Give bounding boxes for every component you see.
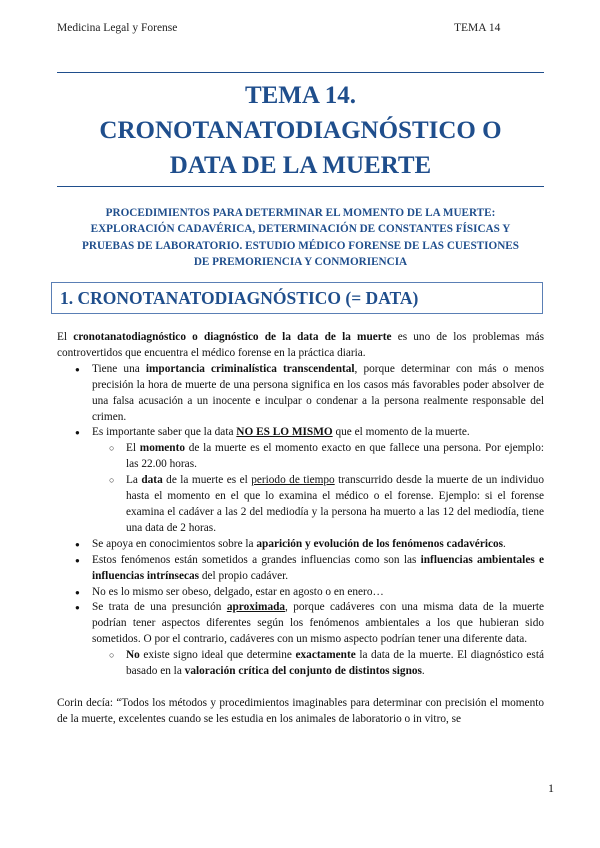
- bullet-text-rest: que el momento de la muerte.: [332, 426, 470, 439]
- page-title: [57, 78, 544, 183]
- running-header-right: TEMA 14: [454, 22, 501, 34]
- sub-bullet-item: [126, 648, 544, 680]
- page-subtitle: [70, 205, 531, 270]
- sub-bullet-emphasis: No: [126, 649, 140, 662]
- running-header-left: Medicina Legal y Forense: [57, 22, 178, 34]
- bullet-text-rest: , porque determinar con más o menos precisión la hora de muerte de una persona significa en los casos más favorables poder absolver de una falsa acusación a un inocente e inculpar o condenar a la persona realmente responsable del crimen.: [92, 362, 545, 423]
- bullet-text: Estos fenómenos están sometidos a grandes influencias como son las: [92, 553, 421, 566]
- bullet-text-rest: del propio cadáver.: [199, 569, 289, 582]
- subtitle-line-4: DE PREMORIENCIA Y CONMORIENCIA: [193, 255, 408, 268]
- bullet-emphasis: NO ES LO MISMO: [236, 426, 333, 439]
- intro-text: El: [57, 331, 74, 343]
- sub-bullet-text-rest: de la muerte es el momento exacto en que fallece una persona. Por ejemplo: las 22.00 horas.: [126, 442, 544, 471]
- bullet-emphasis: aparición y evolución de los fenómenos cadavéricos: [256, 537, 504, 550]
- sub-bullet-item: [126, 441, 544, 473]
- bullet-text: Se apoya en conocimientos sobre la: [92, 537, 257, 550]
- title-line-3: DATA DE LA MUERTE: [169, 152, 432, 179]
- sub-bullet-text-rest: transcurrido desde la muerte de un individuo hasta el momento en el que lo examina el médico o el forense. Ejemplo: si el forense examina el cadáver a las 2 del mediodía y la persona ha muerto a las 12 del mediodía, tiene una data de 2 horas.: [126, 474, 544, 534]
- title-line-1: TEMA 14.: [244, 82, 357, 109]
- sub-bullet-emphasis: exactamente: [295, 649, 356, 662]
- title-bottom-divider: [57, 186, 544, 187]
- subtitle-line-3: PRUEBAS DE LABORATORIO. ESTUDIO MÉDICO FORENSE DE LAS CUESTIONES: [82, 239, 519, 252]
- bullet-item: [92, 585, 544, 601]
- sub-bullet-text-rest: .: [421, 665, 425, 678]
- body-content: [57, 330, 544, 728]
- bullet-emphasis: importancia criminalística transcendental: [145, 362, 355, 375]
- sub-bullet-list: [92, 441, 544, 536]
- section-heading: 1. CRONOTANATODIAGNÓSTICO (= DATA): [60, 288, 419, 308]
- sub-bullet-text: la data de la muerte. El diagnóstico está basado en la: [126, 649, 544, 678]
- sub-bullet-list: [92, 648, 544, 680]
- bullet-item: [92, 553, 544, 585]
- bullet-text: Es importante saber que la data: [92, 426, 237, 439]
- sub-bullet-underline: periodo de tiempo: [251, 474, 335, 487]
- sub-bullet-item: [126, 473, 544, 537]
- bullet-item: [92, 537, 544, 553]
- top-divider: [57, 72, 544, 73]
- bullet-text: Se trata de una presunción: [92, 601, 227, 614]
- bullet-item: [92, 425, 544, 536]
- intro-text-rest: es uno de los problemas más controvertidos que encuentra el médico forense en la práctica diaria.: [57, 331, 544, 359]
- paragraph-gap: [57, 680, 544, 696]
- page-number: 1: [548, 781, 554, 795]
- intro-paragraph: [57, 330, 544, 362]
- bullet-emphasis: influencias ambientales e influencias intrínsecas: [92, 553, 544, 582]
- subtitle-line-2: EXPLORACIÓN CADAVÉRICA, DETERMINACIÓN DE CONSTANTES FÍSICAS Y: [90, 223, 511, 236]
- sub-bullet-emphasis: data: [141, 474, 163, 487]
- sub-bullet-text: El: [126, 442, 140, 455]
- sub-bullet-emphasis: momento: [139, 442, 185, 455]
- bullet-text: Tiene una: [92, 362, 146, 375]
- closing-paragraph: Corin decía: “Todos los métodos y procedimientos imaginables para determinar con precisión el momento de la muerte, excelentes cuando se les estudia en los animales de laboratorio o in vitro, se: [57, 696, 544, 725]
- bullet-emphasis: aproximada: [226, 601, 286, 614]
- section-heading-box: [51, 282, 543, 314]
- title-line-2: CRONOTANATODIAGNÓSTICO O: [99, 117, 502, 144]
- intro-term: cronotanatodiagnóstico o diagnóstico de la data de la muerte: [73, 331, 392, 343]
- bullet-item: [92, 600, 544, 680]
- bullet-text-rest: , porque cadáveres con una misma data de la muerte podrían tener aspectos diferentes según los fenómenos ambientales a los que hubieran sido sometidos. O por el contrario, cadáveres con un mismo aspecto podrían tener una diferente data.: [92, 601, 544, 646]
- sub-bullet-text: La: [126, 474, 142, 487]
- bullet-item: [92, 362, 544, 426]
- sub-bullet-emphasis: valoración crítica del conjunto de distintos signos: [184, 665, 422, 678]
- bullet-text: No es lo mismo ser obeso, delgado, estar en agosto o en enero…: [92, 585, 384, 598]
- bullet-text-rest: .: [503, 537, 506, 550]
- sub-bullet-text: de la muerte es el: [162, 474, 252, 487]
- subtitle-line-1: PROCEDIMIENTOS PARA DETERMINAR EL MOMENTO DE LA MUERTE:: [105, 207, 496, 219]
- bullet-list: [57, 362, 544, 680]
- sub-bullet-text: existe signo ideal que determine: [139, 649, 296, 662]
